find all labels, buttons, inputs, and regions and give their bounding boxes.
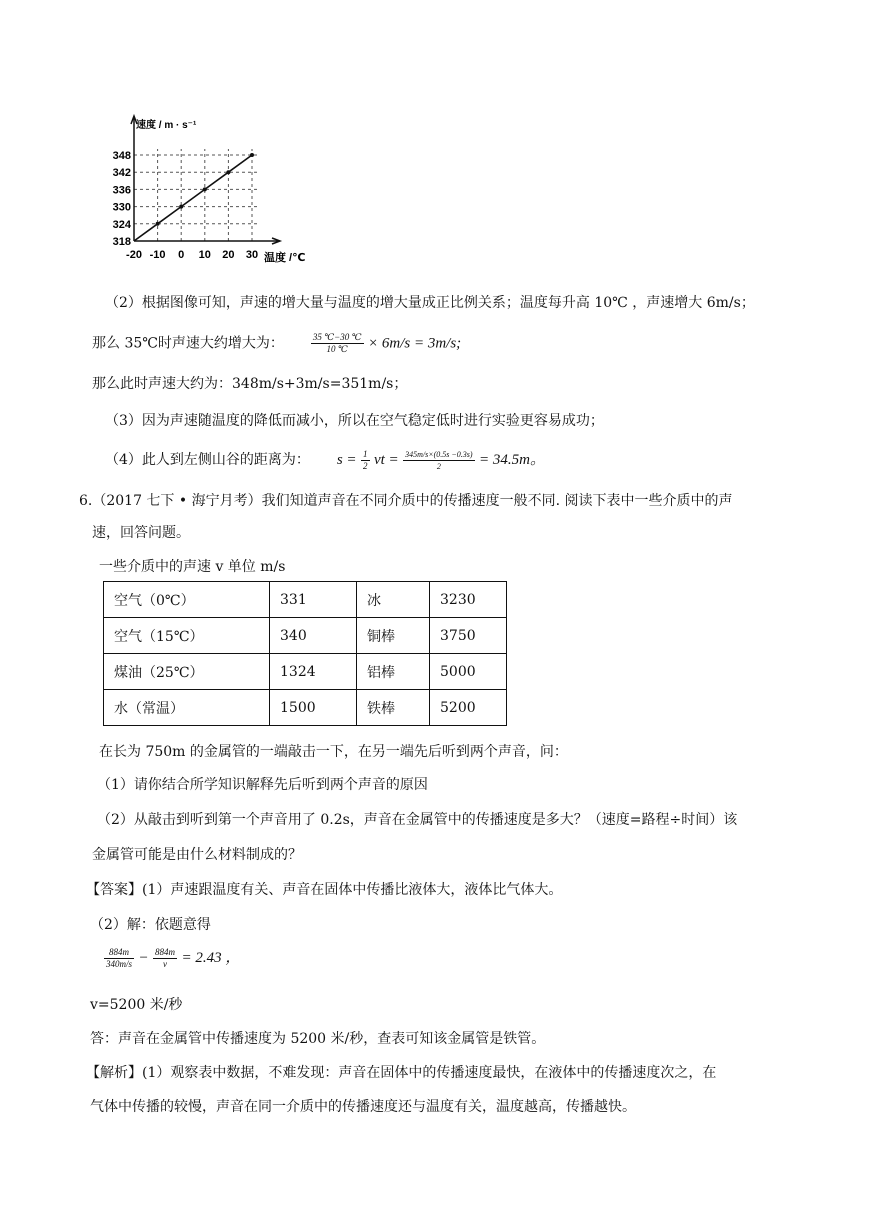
table-cell: 5000	[430, 654, 507, 690]
table-cell: 冰	[357, 582, 430, 618]
y-tick-label: 336	[112, 184, 131, 197]
data-point	[250, 153, 254, 157]
answer-part2-expression: × 6m/s = 3m/s;	[368, 335, 462, 352]
sound-speed-table	[103, 581, 507, 726]
answer-part4	[105, 448, 545, 472]
series-line	[134, 155, 252, 241]
speed-temperature-chart	[100, 108, 320, 273]
x-tick-label: 20	[222, 249, 235, 261]
half-denominator: 2	[363, 460, 368, 471]
fraction-denominator: 10 ℃	[326, 344, 348, 354]
question6-line1: 6.（2017 七下 • 海宁月考）我们知道声音在不同介质中的传播速度一般不同. 阅读下表中一些介质中的声	[79, 493, 733, 509]
answer-part2-line3: 那么此时声速大约为：348m/s+3m/s=351m/s；	[92, 376, 408, 392]
answer-equation	[104, 946, 240, 970]
answer-part4-result: = 34.5m。	[479, 452, 545, 468]
answer-part1: 【答案】(1）声速跟温度有关、声音在固体中传播比液体大，液体比气体大。	[86, 882, 563, 898]
data-point	[156, 222, 160, 226]
table-row	[104, 618, 507, 654]
table-cell: 煤油（25℃）	[104, 654, 270, 690]
equation-fraction-2	[153, 947, 177, 970]
half-numerator: 1	[363, 448, 368, 459]
table-cell: 铁棒	[357, 690, 430, 726]
y-tick-label: 342	[112, 167, 131, 180]
equation-fraction-1	[104, 947, 134, 970]
table-cell: 1500	[270, 690, 357, 726]
question6-part1: （1）请你结合所学知识解释先后听到两个声音的原因	[97, 777, 428, 793]
table-cell: 340	[270, 618, 357, 654]
answer-part3: （3）因为声速随温度的降低而减小，所以在空气稳定低时进行实验更容易成功；	[105, 413, 604, 429]
answer-part4-s: s =	[336, 452, 357, 468]
answer-part2-line1: （2）根据图像可知，声速的增大量与温度的增大量成正比例关系；温度每升高 10℃ ，声速增大 6m/s；	[105, 295, 755, 311]
fraction-numerator: 345m/s×(0.5s −0.3s)	[405, 449, 473, 459]
table-cell: 3750	[430, 618, 507, 654]
table-cell: 铝棒	[357, 654, 430, 690]
equation-result: = 2.43 ，	[181, 950, 241, 966]
table-cell: 水（常温）	[104, 690, 270, 726]
table-cell: 1324	[270, 654, 357, 690]
question6-line2: 速，回答问题。	[92, 525, 190, 541]
fraction-numerator: 884m	[104, 947, 134, 959]
x-tick-label: -10	[149, 249, 166, 261]
velocity-result: v=5200 米/秒	[90, 997, 183, 1013]
table-row	[104, 654, 507, 690]
answer-part4-half	[361, 449, 370, 472]
question6-part2-line1: （2）从敲击到听到第一个声音用了 0.2s，声音在金属管中的传播速度是多大？（速度=路程÷时间）该	[97, 812, 738, 828]
y-tick-label: 330	[112, 201, 131, 214]
answer-conclusion: 答：声音在金属管中传播速度为 5200 米/秒，查表可知该金属管是铁管。	[90, 1031, 546, 1047]
fraction-denominator: 2	[436, 461, 441, 471]
x-tick-label: 10	[198, 249, 211, 261]
table-cell: 铜棒	[357, 618, 430, 654]
answer-part4-prefix: （4）此人到左侧山谷的距离为：	[105, 452, 310, 468]
data-point	[203, 187, 207, 191]
x-axis-label: 温度 /℃	[264, 252, 306, 264]
fraction-denominator: 340m/s	[106, 958, 133, 969]
table-cell: 空气（15℃）	[104, 618, 270, 654]
answer-part2-fraction	[311, 332, 364, 355]
answer-solution-head: （2）解：依题意得	[90, 917, 211, 933]
table-cell: 5200	[430, 690, 507, 726]
y-tick-label: 324	[112, 218, 131, 231]
y-tick-label: 348	[112, 150, 131, 162]
y-tick-label: 318	[112, 236, 131, 248]
table-cell: 331	[270, 582, 357, 618]
data-point	[226, 170, 230, 174]
answer-part2-line2	[92, 332, 461, 355]
fraction-numerator: 884m	[155, 946, 176, 957]
y-axis-label: 速度 / m · s⁻¹	[136, 120, 197, 131]
question6-stem: 在长为 750m 的金属管的一端敲击一下，在另一端先后听到两个声音，问：	[99, 744, 568, 760]
table-cell: 空气（0℃）	[104, 582, 270, 618]
answer-part4-fraction	[403, 449, 474, 472]
data-point	[179, 205, 183, 209]
analysis-line2: 气体中传播的较慢，声音在同一介质中的传播速度还与温度有关，温度越高，传播越快。	[90, 1099, 636, 1115]
answer-part2-prefix: 那么 35℃时声速大约增大为：	[92, 335, 284, 352]
table-row	[104, 690, 507, 726]
table-caption: 一些介质中的声速 v 单位 m/s	[99, 559, 286, 575]
x-tick-label: -20	[126, 249, 142, 261]
table-row	[104, 582, 507, 618]
question6-part2-line2: 金属管可能是由什么材料制成的？	[92, 847, 302, 863]
x-tick-label: 0	[178, 249, 185, 261]
table-cell: 3230	[430, 582, 507, 618]
equation-minus: −	[138, 950, 149, 966]
analysis-line1: 【解析】(1）观察表中数据，不难发现：声音在固体中的传播速度最快，在液体中的传播速度次之，在	[86, 1065, 717, 1081]
answer-part4-vt: vt =	[373, 452, 399, 468]
x-tick-label: 30	[245, 249, 259, 261]
fraction-denominator: v	[163, 958, 168, 969]
fraction-numerator: 35 ℃−30 ℃	[312, 332, 362, 342]
